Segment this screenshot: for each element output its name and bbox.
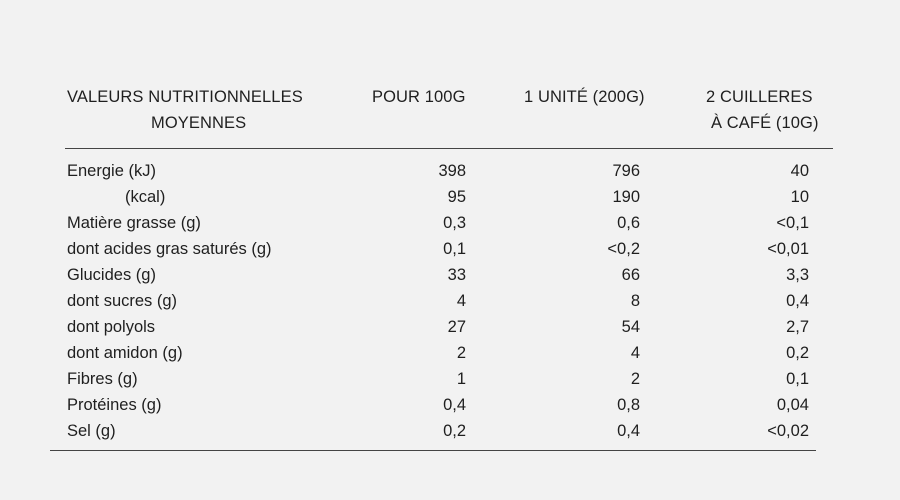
table-row [0, 314, 900, 340]
table-row [0, 392, 900, 418]
value-per-100g: 95 [447, 188, 466, 206]
value-per-unit: 66 [621, 266, 640, 284]
row-label: (kcal) [125, 188, 166, 206]
table-row [0, 236, 900, 262]
value-per-unit: 8 [630, 292, 640, 310]
value-per-unit: 2 [630, 370, 640, 388]
table-bottom-divider [50, 450, 816, 451]
header-per-spoon [706, 84, 819, 136]
value-per-100g: 33 [447, 266, 466, 284]
value-per-spoon: <0,02 [767, 422, 809, 440]
value-per-100g: 0,2 [443, 422, 466, 440]
header-divider [65, 148, 833, 149]
row-label: dont polyols [67, 318, 156, 336]
value-per-100g: 0,4 [443, 396, 466, 414]
header-per-spoon-line2: À CAFÉ (10G) [711, 114, 819, 132]
value-per-spoon: 0,2 [786, 344, 809, 362]
value-per-spoon: 2,7 [786, 318, 809, 336]
table-body [0, 158, 900, 444]
value-per-100g: 27 [447, 318, 466, 336]
header-nutrition-values [67, 84, 327, 136]
value-per-100g: 1 [456, 370, 466, 388]
value-per-spoon: 10 [790, 188, 809, 206]
value-per-unit: 796 [612, 162, 640, 180]
value-per-spoon: <0,1 [776, 214, 809, 232]
header-nutrition-line1: VALEURS NUTRITIONNELLES [67, 88, 303, 106]
row-label: dont amidon (g) [67, 344, 183, 362]
header-nutrition-line2: MOYENNES [151, 114, 247, 132]
table-row [0, 288, 900, 314]
value-per-unit: 0,8 [617, 396, 640, 414]
row-label: Glucides (g) [67, 266, 156, 284]
row-label: dont acides gras saturés (g) [67, 240, 272, 258]
value-per-100g: 4 [456, 292, 466, 310]
row-label: Matière grasse (g) [67, 214, 201, 232]
table-row [0, 418, 900, 444]
table-row [0, 210, 900, 236]
table-row [0, 184, 900, 210]
value-per-100g: 0,3 [443, 214, 466, 232]
value-per-unit: 54 [621, 318, 640, 336]
header-per-100g: POUR 100G [372, 88, 466, 106]
row-label: Sel (g) [67, 422, 116, 440]
header-per-unit: 1 UNITÉ (200G) [524, 88, 645, 106]
value-per-spoon: 3,3 [786, 266, 809, 284]
value-per-spoon: 0,4 [786, 292, 809, 310]
row-label: dont sucres (g) [67, 292, 178, 310]
table-row [0, 340, 900, 366]
value-per-100g: 398 [438, 162, 466, 180]
value-per-unit: 0,4 [617, 422, 640, 440]
table-row [0, 262, 900, 288]
header-per-spoon-line1: 2 CUILLERES [706, 88, 813, 106]
value-per-100g: 0,1 [443, 240, 466, 258]
row-label: Energie (kJ) [67, 162, 156, 180]
table-row [0, 366, 900, 392]
value-per-100g: 2 [456, 344, 466, 362]
value-per-unit: <0,2 [607, 240, 640, 258]
row-label: Protéines (g) [67, 396, 162, 414]
value-per-unit: 190 [612, 188, 640, 206]
table-row [0, 158, 900, 184]
value-per-spoon: 0,1 [786, 370, 809, 388]
value-per-spoon: 40 [790, 162, 809, 180]
value-per-unit: 0,6 [617, 214, 640, 232]
value-per-unit: 4 [630, 344, 640, 362]
value-per-spoon: 0,04 [776, 396, 809, 414]
row-label: Fibres (g) [67, 370, 138, 388]
value-per-spoon: <0,01 [767, 240, 809, 258]
